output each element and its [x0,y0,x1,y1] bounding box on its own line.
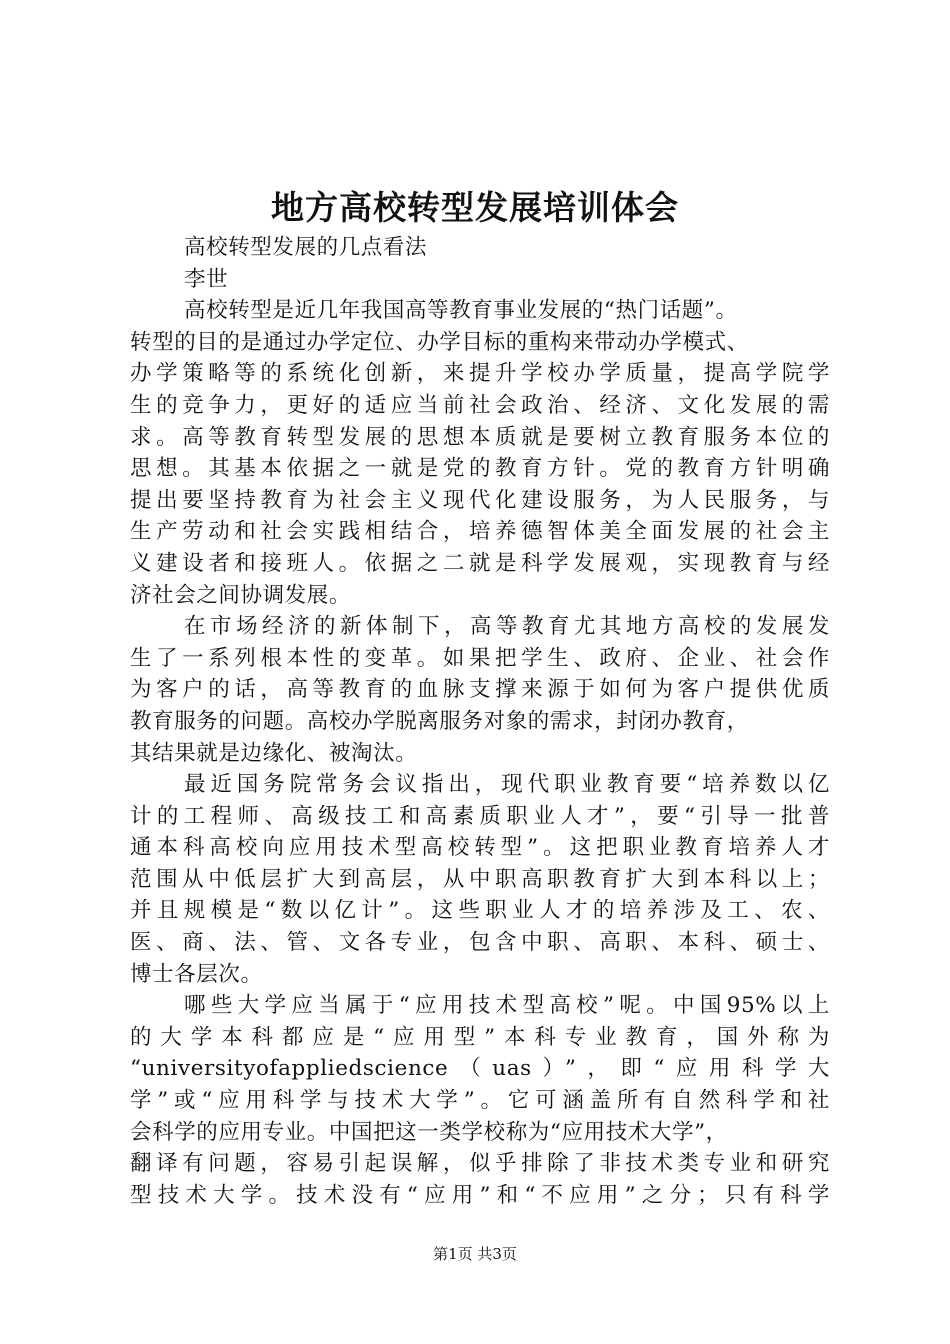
text-line: 最近国务院常务会议指出，现代职业教育要“培养数以亿 [184,772,830,798]
text-line: 李世 [184,266,229,292]
text-line: 范围从中低层扩大到高层，从中职高职教育扩大到本科以上； [130,866,830,892]
text-line: 计的工程师、高级技工和高素质职业人才”，要“引导一批普 [130,803,830,829]
text-line: 医、商、法、管、文各专业，包含中职、高职、本科、硕士、 [130,930,830,956]
text-line: 哪些大学应当属于“应用技术型高校”呢。中国95%以上 [184,993,830,1019]
text-line: 在市场经济的新体制下，高等教育尤其地方高校的发展发 [184,614,830,640]
document-body [130,232,830,1211]
text-line: 高校转型是近几年我国高等教育事业发展的“热门话题”。 [184,298,738,324]
text-line: 提出要坚持教育为社会主义现代化建设服务，为人民服务，与 [130,487,830,513]
page-footer: 第1页 共3页 [433,1245,517,1263]
text-line: 翻译有问题，容易引起误解，似乎排除了非技术类专业和研究 [130,1151,830,1177]
text-line: 并且规模是“数以亿计”。这些职业人才的培养涉及工、农、 [130,898,830,924]
text-line: 高校转型发展的几点看法 [184,235,428,260]
text-line: 生的竞争力，更好的适应当前社会政治、经济、文化发展的需 [130,392,830,418]
text-line: 会科学的应用专业。中国把这一类学校称为“应用技术大学”， [130,1119,728,1145]
text-line: 其结果就是边缘化、被淘汰。 [130,740,418,766]
text-line: 学”或“应用科学与技术大学”。它可涵盖所有自然科学和社 [130,1088,830,1114]
text-line: 义建设者和接班人。依据之二就是科学发展观，实现教育与经 [130,550,830,576]
text-line: 教育服务的问题。高校办学脱离服务对象的需求，封闭办教育， [130,708,749,734]
text-line: 的大学本科都应是“应用型”本科专业教育，国外称为 [130,1024,830,1050]
text-line: 博士各层次。 [130,961,263,987]
text-line: 通本科高校向应用技术型高校转型”。这把职业教育培养人才 [130,835,830,861]
text-line: 济社会之间协调发展。 [130,582,352,608]
text-line: 生了一系列根本性的变革。如果把学生、政府、企业、社会作 [130,645,830,671]
text-line: 生产劳动和社会实践相结合，培养德智体美全面发展的社会主 [130,519,830,545]
text-line: 为客户的话，高等教育的血脉支撑来源于如何为客户提供优质 [130,677,830,703]
text-line: 办学策略等的系统化创新，来提升学校办学质量，提高学院学 [130,361,830,387]
text-line: 型技术大学。技术没有“应用”和“不应用”之分；只有科学 [130,1182,830,1208]
text-line: 思想。其基本依据之一就是党的教育方针。党的教育方针明确 [130,456,830,482]
text-line: 转型的目的是通过办学定位、办学目标的重构来带动办学模式、 [130,329,749,355]
document-title: 地方高校转型发展培训体会 [271,188,679,227]
text-line: “universityofappliedscience（uas）”，即“应用科学大 [130,1056,830,1082]
text-line: 求。高等教育转型发展的思想本质就是要树立教育服务本位的 [130,424,830,450]
